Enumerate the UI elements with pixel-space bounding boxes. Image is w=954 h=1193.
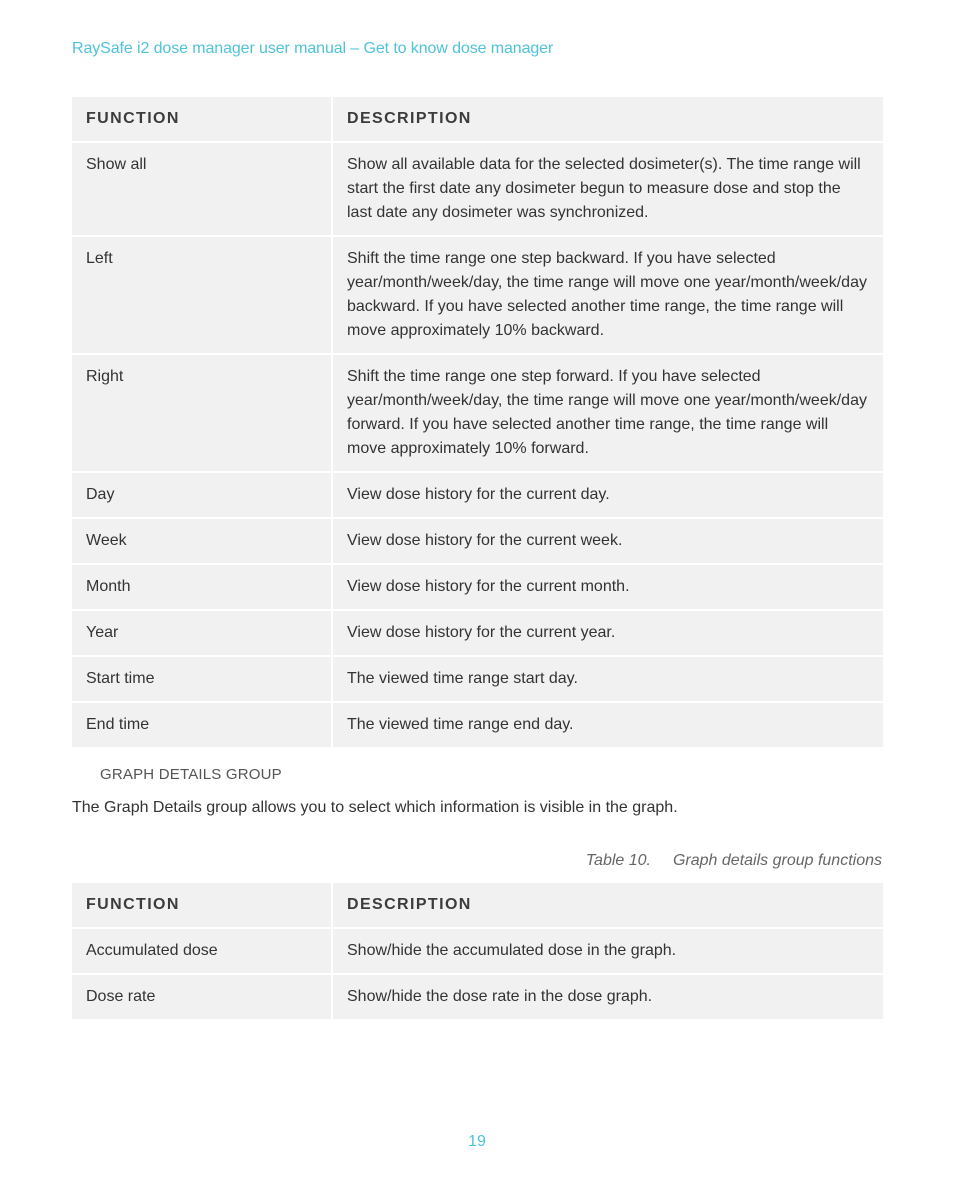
description-cell: The viewed time range end day. — [333, 703, 883, 749]
column-header-function: FUNCTION — [72, 97, 333, 143]
function-cell: Left — [72, 237, 333, 355]
column-header-function: FUNCTION — [72, 883, 333, 929]
function-cell: Accumulated dose — [72, 929, 333, 975]
table-row — [72, 657, 883, 703]
function-cell: Start time — [72, 657, 333, 703]
table-caption-number: Table 10. — [585, 852, 651, 869]
table-row — [72, 565, 883, 611]
table-row — [72, 611, 883, 657]
description-cell: View dose history for the current month. — [333, 565, 883, 611]
section-heading: GRAPH DETAILS GROUP — [100, 766, 282, 783]
column-header-description: DESCRIPTION — [333, 97, 883, 143]
function-cell: Day — [72, 473, 333, 519]
section-body-text: The Graph Details group allows you to select which information is visible in the graph. — [72, 799, 678, 816]
description-cell: Show all available data for the selected dosimeter(s). The time range will start the first date any dosimeter begun to measure dose and stop the last date any dosimeter was synchronized. — [333, 143, 883, 237]
function-cell: Right — [72, 355, 333, 473]
table-row — [72, 473, 883, 519]
table-row — [72, 355, 883, 473]
description-cell: Shift the time range one step forward. If you have selected year/month/week/day, the time range will move one year/month/week/day forward. If you have selected another time range, the time range will move approximately 10% forward. — [333, 355, 883, 473]
description-cell: Show/hide the dose rate in the dose graph. — [333, 975, 883, 1021]
function-cell: Year — [72, 611, 333, 657]
page-number: 19 — [468, 1133, 486, 1150]
description-cell: The viewed time range start day. — [333, 657, 883, 703]
table-row — [72, 703, 883, 749]
table-row — [72, 975, 883, 1021]
table-row — [72, 519, 883, 565]
table-row — [72, 929, 883, 975]
table-row — [72, 237, 883, 355]
function-cell: Show all — [72, 143, 333, 237]
column-header-description: DESCRIPTION — [333, 883, 883, 929]
function-cell: Month — [72, 565, 333, 611]
description-cell: View dose history for the current year. — [333, 611, 883, 657]
table-row — [72, 143, 883, 237]
table-header-row — [72, 883, 883, 929]
function-cell: Week — [72, 519, 333, 565]
graph-details-functions-table — [72, 883, 883, 1021]
description-cell: Show/hide the accumulated dose in the graph. — [333, 929, 883, 975]
description-cell: Shift the time range one step backward. If you have selected year/month/week/day, the time range will move one year/month/week/day backward. If you have selected another time range, the time range will move approximately 10% backward. — [333, 237, 883, 355]
table-caption — [586, 852, 882, 870]
description-cell: View dose history for the current week. — [333, 519, 883, 565]
time-range-functions-table — [72, 97, 883, 749]
table-caption-title: Graph details group functions — [672, 852, 882, 869]
function-cell: End time — [72, 703, 333, 749]
description-cell: View dose history for the current day. — [333, 473, 883, 519]
table-header-row — [72, 97, 883, 143]
running-header: RaySafe i2 dose manager user manual – Get to know dose manager — [72, 40, 554, 57]
function-cell: Dose rate — [72, 975, 333, 1021]
